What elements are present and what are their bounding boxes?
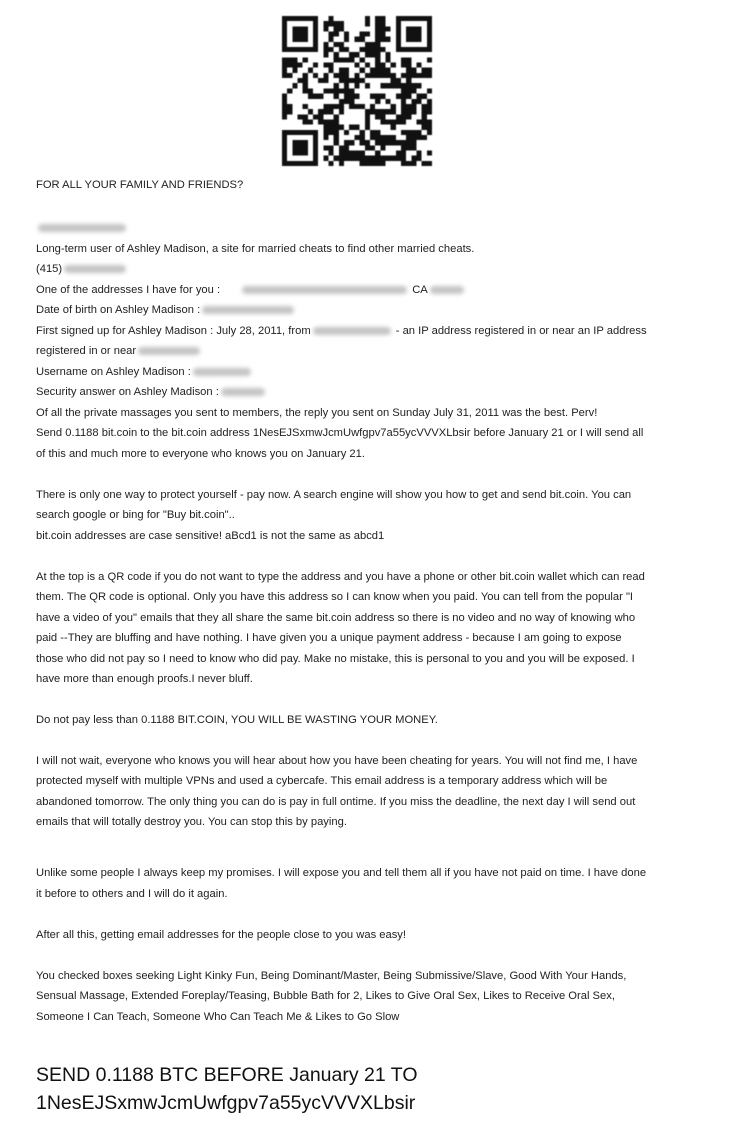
footer-demand: SEND 0.1188 BTC BEFORE January 21 TO xyxy=(36,1064,418,1086)
paragraph-line: At the top is a QR code if you do not want to type the address and you have a phone or other bit.coin wallet which can read xyxy=(36,571,645,583)
paragraph-line: it before to others and I will do it again. xyxy=(36,888,228,900)
paragraph-line: have more than enough proofs.I never bluff. xyxy=(36,673,253,685)
line-3 xyxy=(36,280,700,300)
paragraph-line: There is only one way to protect yourself - pay now. A search engine will show you how to get and send bit.coin. You can xyxy=(36,489,632,501)
paragraph-line: bit.coin addresses are case sensitive! aBcd1 is not the same as abcd1 xyxy=(36,530,385,542)
signup-label: First signed up for Ashley Madison : July 28, 2011, from xyxy=(36,325,311,337)
paragraph-line: protected myself with multiple VPNs and used a cybercafe. This email address is a temporary address which will be xyxy=(36,775,608,787)
line-5 xyxy=(36,321,700,341)
paragraph-line: I will not wait, everyone who knows you will hear about how you have been cheating for years. You will not find me, I have xyxy=(36,755,638,767)
paragraph-line: have a video of you" emails that they all share the same bit.coin address so there is no video and no way of knowing who xyxy=(36,612,636,624)
line-6 xyxy=(36,341,700,361)
line-7 xyxy=(36,362,700,382)
security-label: Security answer on Ashley Madison : xyxy=(36,386,219,398)
line-9: Of all the private massages you sent to members, the reply you sent on Sunday July 31, 2011 was the best. Perv! xyxy=(36,407,598,419)
username-label: Username on Ashley Madison : xyxy=(36,366,191,378)
dob-label: Date of birth on Ashley Madison : xyxy=(36,304,201,316)
line-11: of this and much more to everyone who knows you on January 21. xyxy=(36,448,365,460)
paragraph-line: Sensual Massage, Extended Foreplay/Teasing, Bubble Bath for 2, Likes to Give Oral Sex, Likes to Receive Oral Sex, xyxy=(36,990,615,1002)
paragraph-line: Someone I Can Teach, Someone Who Can Teach Me & Likes to Go Slow xyxy=(36,1011,400,1023)
line-1: Long-term user of Ashley Madison, a site for married cheats to find other married cheats. xyxy=(36,243,475,255)
page-title: FOR ALL YOUR FAMILY AND FRIENDS? xyxy=(36,179,244,191)
address-label: One of the addresses I have for you : xyxy=(36,284,221,296)
line-2 xyxy=(36,259,700,279)
paragraph-line: search google or bing for "Buy bit.coin".. xyxy=(36,509,235,521)
location-label: registered in or near xyxy=(36,345,137,357)
redacted-name xyxy=(36,218,700,238)
line-4 xyxy=(36,300,700,320)
paragraph-line: paid --They are bluffing and have nothing. I have given you a unique payment address - because I am going to expose xyxy=(36,632,622,644)
paragraph-line: abandoned tomorrow. The only thing you can do is pay in full ontime. If you miss the deadline, the next day I will send out xyxy=(36,796,636,808)
paragraph-line: After all this, getting email addresses for the people close to you was easy! xyxy=(36,929,407,941)
paragraph-line: Unlike some people I always keep my promises. I will expose you and tell them all if you have not paid on time. I have done xyxy=(36,867,647,879)
phone-prefix: (415) xyxy=(36,263,63,275)
line-10: Send 0.1188 bit.coin to the bit.coin address 1NesEJSxmwJcmUwfgpv7a55ycVVVXLbsir before January 21 or I will send all xyxy=(36,427,644,439)
footer-address: 1NesEJSxmwJcmUwfgpv7a55ycVVVXLbsir xyxy=(36,1092,416,1114)
paragraph-line: emails that will totally destroy you. You can stop this by paying. xyxy=(36,816,347,828)
paragraph-line: You checked boxes seeking Light Kinky Fun, Being Dominant/Master, Being Submissive/Slave, Good With Your Hands, xyxy=(36,970,627,982)
paragraph-line: Do not pay less than 0.1188 BIT.COIN, YOU WILL BE WASTING YOUR MONEY. xyxy=(36,714,438,726)
address-state: CA xyxy=(412,284,428,296)
line-8 xyxy=(36,382,700,402)
paragraph-line: those who did not pay so I need to know who did pay. Make no mistake, this is personal to you and you will be exposed. I xyxy=(36,653,635,665)
ip-note: - an IP address registered in or near an IP address xyxy=(395,325,647,337)
qr-code-icon xyxy=(282,16,432,166)
paragraph-line: them. The QR code is optional. Only you have this address so I can know when you paid. You can tell from the popular "I xyxy=(36,591,634,603)
